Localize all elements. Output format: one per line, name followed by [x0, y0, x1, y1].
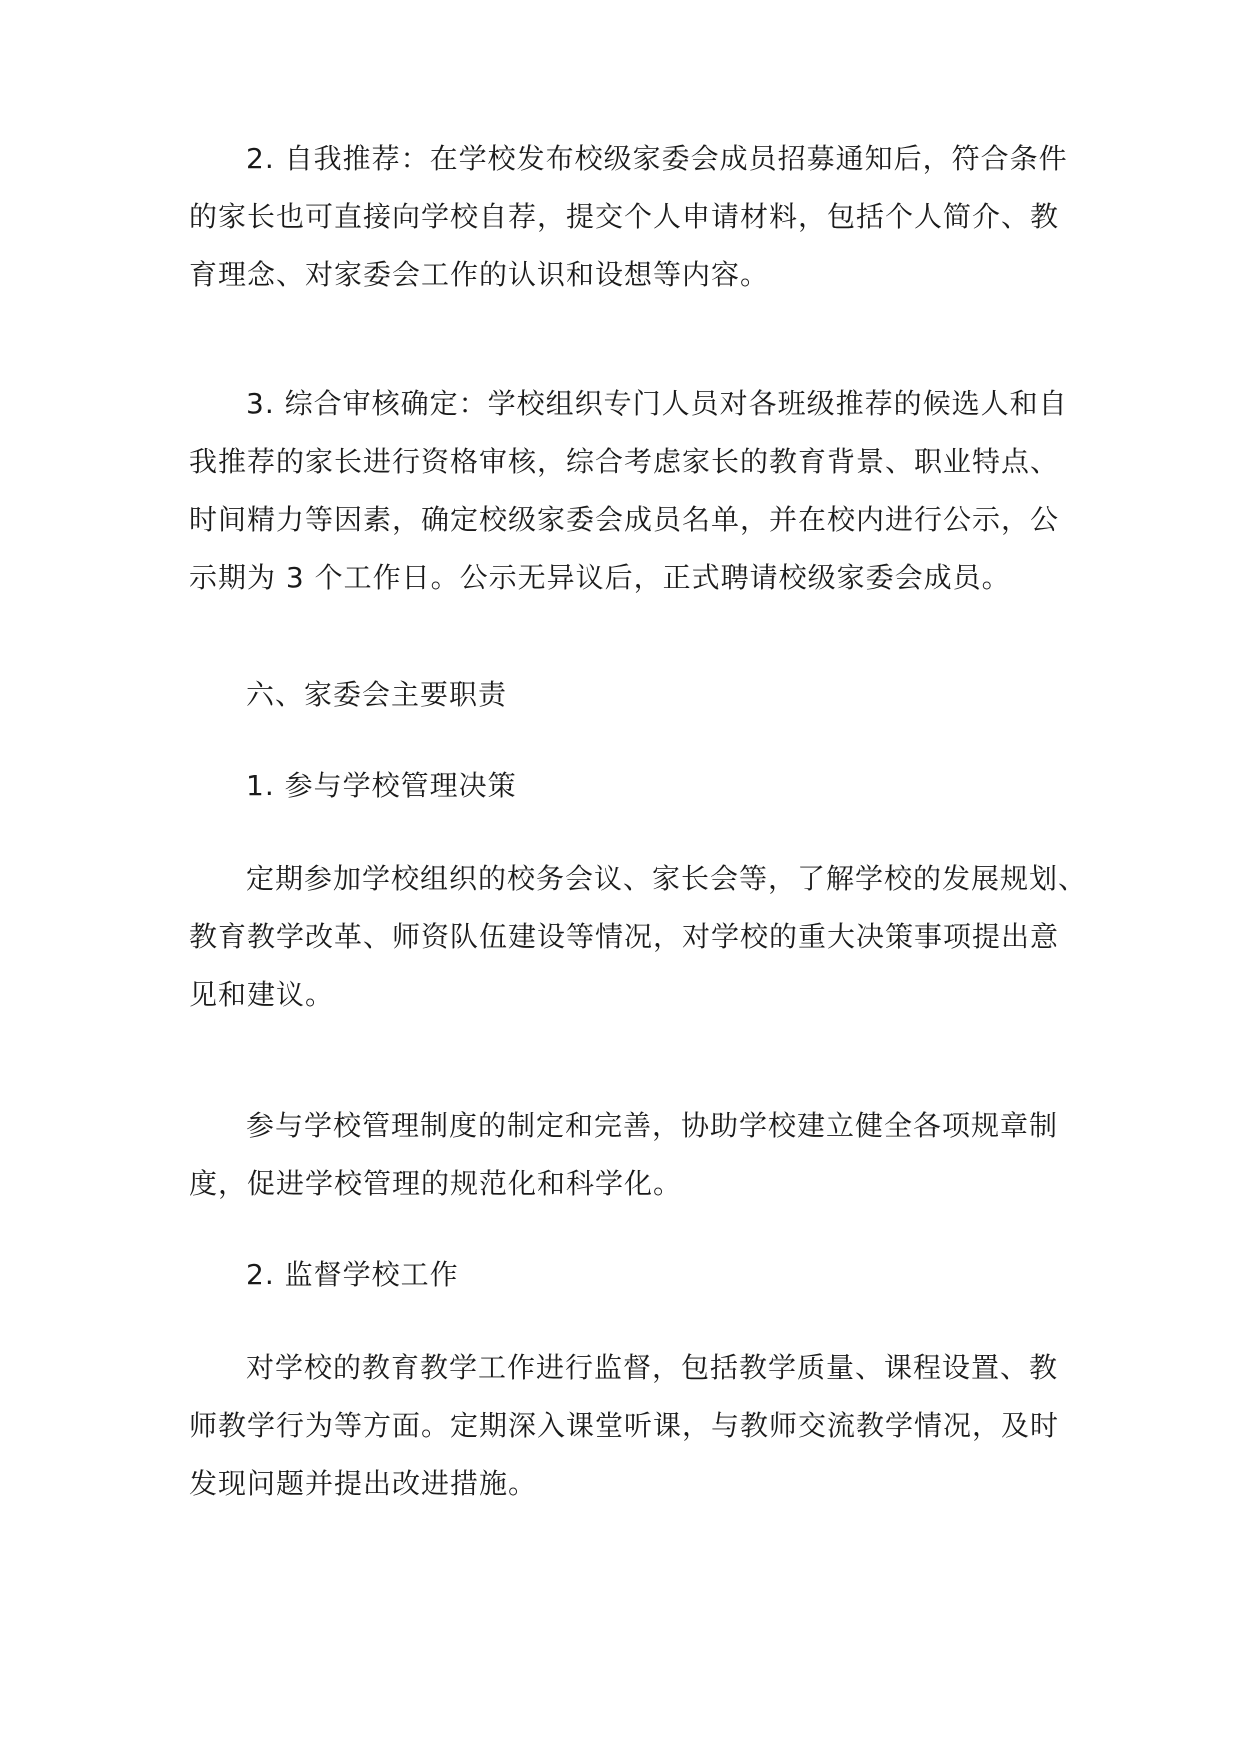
paragraph-review-confirmation [189, 375, 1069, 607]
text-line: 参与学校管理制度的制定和完善，协助学校建立健全各项规章制 [246, 1109, 1059, 1142]
section-heading-responsibilities [189, 666, 1069, 724]
paragraph-management-rules [189, 1097, 1069, 1213]
text-line: 我推荐的家长进行资格审核，综合考虑家长的教育背景、职业特点、 [189, 445, 1060, 478]
text-line: 师教学行为等方面。定期深入课堂听课，与教师交流教学情况，及时 [189, 1409, 1060, 1442]
paragraph-attend-meetings [189, 850, 1088, 1024]
text-line: 育理念、对家委会工作的认识和设想等内容。 [189, 258, 770, 291]
text-line: 度，促进学校管理的规范化和科学化。 [189, 1167, 683, 1200]
text-line: 时间精力等因素，确定校级家委会成员名单，并在校内进行公示，公 [189, 503, 1060, 536]
heading-text: 2. 监督学校工作 [246, 1258, 459, 1291]
heading-text: 六、家委会主要职责 [246, 678, 508, 711]
paragraph-self-recommendation [189, 130, 1069, 304]
text-line: 2. 自我推荐：在学校发布校级家委会成员招募通知后，符合条件 [246, 142, 1068, 175]
text-line: 对学校的教育教学工作进行监督，包括教学质量、课程设置、教 [246, 1351, 1059, 1384]
text-line: 教育教学改革、师资队伍建设等情况，对学校的重大决策事项提出意 [189, 920, 1060, 953]
subheading-management-decisions [189, 757, 1069, 815]
subheading-supervise-work [189, 1246, 1069, 1304]
text-line: 3. 综合审核确定：学校组织专门人员对各班级推荐的候选人和自 [246, 387, 1068, 420]
paragraph-teaching-supervision [189, 1339, 1069, 1513]
heading-text: 1. 参与学校管理决策 [246, 769, 517, 802]
text-line: 定期参加学校组织的校务会议、家长会等，了解学校的发展规划、 [246, 862, 1088, 895]
text-line: 示期为 3 个工作日。公示无异议后，正式聘请校级家委会成员。 [189, 561, 1011, 594]
text-line: 发现问题并提出改进措施。 [189, 1467, 538, 1500]
text-line: 的家长也可直接向学校自荐，提交个人申请材料，包括个人简介、教 [189, 200, 1060, 233]
text-line: 见和建议。 [189, 978, 335, 1011]
